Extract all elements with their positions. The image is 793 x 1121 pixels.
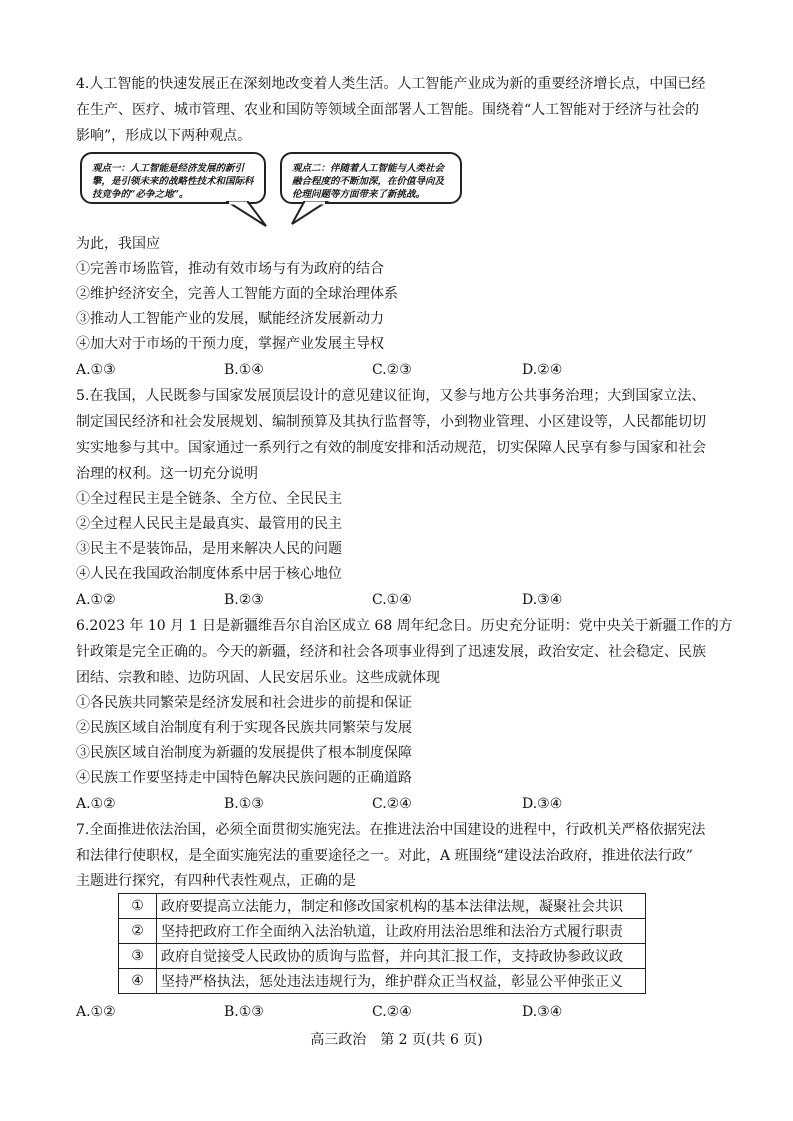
row-text: 坚持把政府工作全面纳入法治轨道，让政府用法治思维和法治方式履行职责 [157,919,646,944]
q5-item-3: ③民主不是装饰品，是用来解决人民的问题 [76,541,342,557]
q7-option-c[interactable]: C.②④ [372,1004,412,1020]
q6-option-c[interactable]: C.②④ [372,796,412,812]
q7-stem-line-2: 和法律行使职权，是全面实施宪法的重要途径之一。对此，A 班围绕“建设法治政府，推进依法行政” [76,848,693,864]
q4-option-c[interactable]: C.②③ [372,362,412,378]
bubble-2-tail [290,200,330,226]
q6-item-3: ③民族区域自治制度为新疆的发展提供了根本制度保障 [76,745,412,761]
table-row [119,944,646,969]
q6-option-d[interactable]: D.③④ [522,796,563,812]
q4-options [76,360,716,380]
q5-stem-line-1: 5.在我国，人民既参与国家发展顶层设计的意见建议征询，又参与地方公共事务治理；大到国家立法、 [76,388,706,404]
q4-stem-line-3: 影响”，形成以下两种观点。 [76,128,252,144]
q6-stem-line-2: 针政策是完全正确的。今天的新疆，经济和社会各项事业得到了迅速发展，政治安定、社会稳定、民族 [76,644,706,660]
q4-option-d[interactable]: D.②④ [522,362,563,378]
q7-option-d[interactable]: D.③④ [522,1004,563,1020]
q6-option-b[interactable]: B.①③ [224,796,264,812]
q4-lead: 为此，我国应 [76,236,160,252]
q5-stem-line-4: 治理的权利。这一切充分说明 [76,466,258,482]
q6-item-1: ①各民族共同繁荣是经济发展和社会进步的前提和保证 [76,695,412,711]
q6-option-a[interactable]: A.①② [76,796,116,812]
q7-option-b[interactable]: B.①③ [224,1004,264,1020]
row-text: 政府自觉接受人民政协的质询与监督，并向其汇报工作，支持政协参政议政 [157,944,646,969]
q7-options [76,1002,716,1022]
q6-options [76,794,716,814]
q4-option-b[interactable]: B.①④ [224,362,264,378]
viewpoint-bubble-2: 观点二：伴随着人工智能与人类社会融合程度的不断加深，在价值导向及伦理问题等方面带来了新挑战。 [280,152,462,204]
row-text: 政府要提高立法能力，制定和修改国家机构的基本法律法规，凝聚社会共识 [157,894,646,919]
q5-item-2: ②全过程人民民主是最真实、最管用的民主 [76,516,342,532]
q5-option-d[interactable]: D.③④ [522,592,563,608]
table-row [119,919,646,944]
row-number: ② [119,919,157,944]
q5-option-c[interactable]: C.①④ [372,592,412,608]
q4-stem-line-2: 在生产、医疗、城市管理、农业和国防等领域全面部署人工智能。围绕着“人工智能对于经济与社会的 [76,102,700,118]
q5-item-1: ①全过程民主是全链条、全方位、全民民主 [76,491,342,507]
q5-option-b[interactable]: B.②③ [224,592,264,608]
row-number: ① [119,894,157,919]
page-footer: 高三政治 第 2 页(共 6 页) [310,1032,483,1048]
bubble-1-tail [226,200,270,228]
q7-option-a[interactable]: A.①② [76,1004,116,1020]
table-row [119,969,646,994]
q5-options [76,590,716,610]
q5-option-a[interactable]: A.①② [76,592,116,608]
q6-stem-line-3: 团结、宗教和睦、边防巩固、人民安居乐业。这些成就体现 [76,670,440,686]
q5-stem-line-3: 实实地参与其中。国家通过一系列行之有效的制度安排和活动规范，切实保障人民享有参与国家和社会 [76,440,706,456]
q4-item-2: ②维护经济安全，完善人工智能方面的全球治理体系 [76,286,398,302]
q4-item-3: ③推动人工智能产业的发展，赋能经济发展新动力 [76,311,384,327]
q6-item-4: ④民族工作要坚持走中国特色解决民族问题的正确道路 [76,770,412,786]
viewpoint-bubble-1: 观点一：人工智能是经济发展的新引擎，是引领未来的战略性技术和国际科技竞争的“必争之地”。 [80,152,266,204]
q4-stem-line-1: 4.人工智能的快速发展正在深刻地改变着人类生活。人工智能产业成为新的重要经济增长点，中国已经 [76,76,706,92]
q5-stem-line-2: 制定国民经济和社会发展规划、编制预算及其执行监督等，小到物业管理、小区建设等，人民都能切切 [76,414,706,430]
q6-item-2: ②民族区域自治制度有利于实现各民族共同繁荣与发展 [76,720,412,736]
q7-viewpoint-table [118,893,646,994]
q4-item-1: ①完善市场监管，推动有效市场与有为政府的结合 [76,261,384,277]
q4-item-4: ④加大对于市场的干预力度，掌握产业发展主导权 [76,336,384,352]
row-number: ③ [119,944,157,969]
q4-option-a[interactable]: A.①③ [76,362,116,378]
q7-stem-line-3: 主题进行探究，有四种代表性观点，正确的是 [76,873,356,889]
row-text: 坚持严格执法，惩处违法违规行为，维护群众正当权益，彰显公平伸张正义 [157,969,646,994]
q7-stem-line-1: 7.全面推进依法治国，必须全面贯彻实施宪法。在推进法治中国建设的进程中，行政机关严格依据宪法 [76,822,706,838]
q6-stem-line-1: 6.2023 年 10 月 1 日是新疆维吾尔自治区成立 68 周年纪念日。历史充分证明：党中央关于新疆工作的方 [76,618,733,634]
row-number: ④ [119,969,157,994]
table-row [119,894,646,919]
q5-item-4: ④人民在我国政治制度体系中居于核心地位 [76,566,342,582]
